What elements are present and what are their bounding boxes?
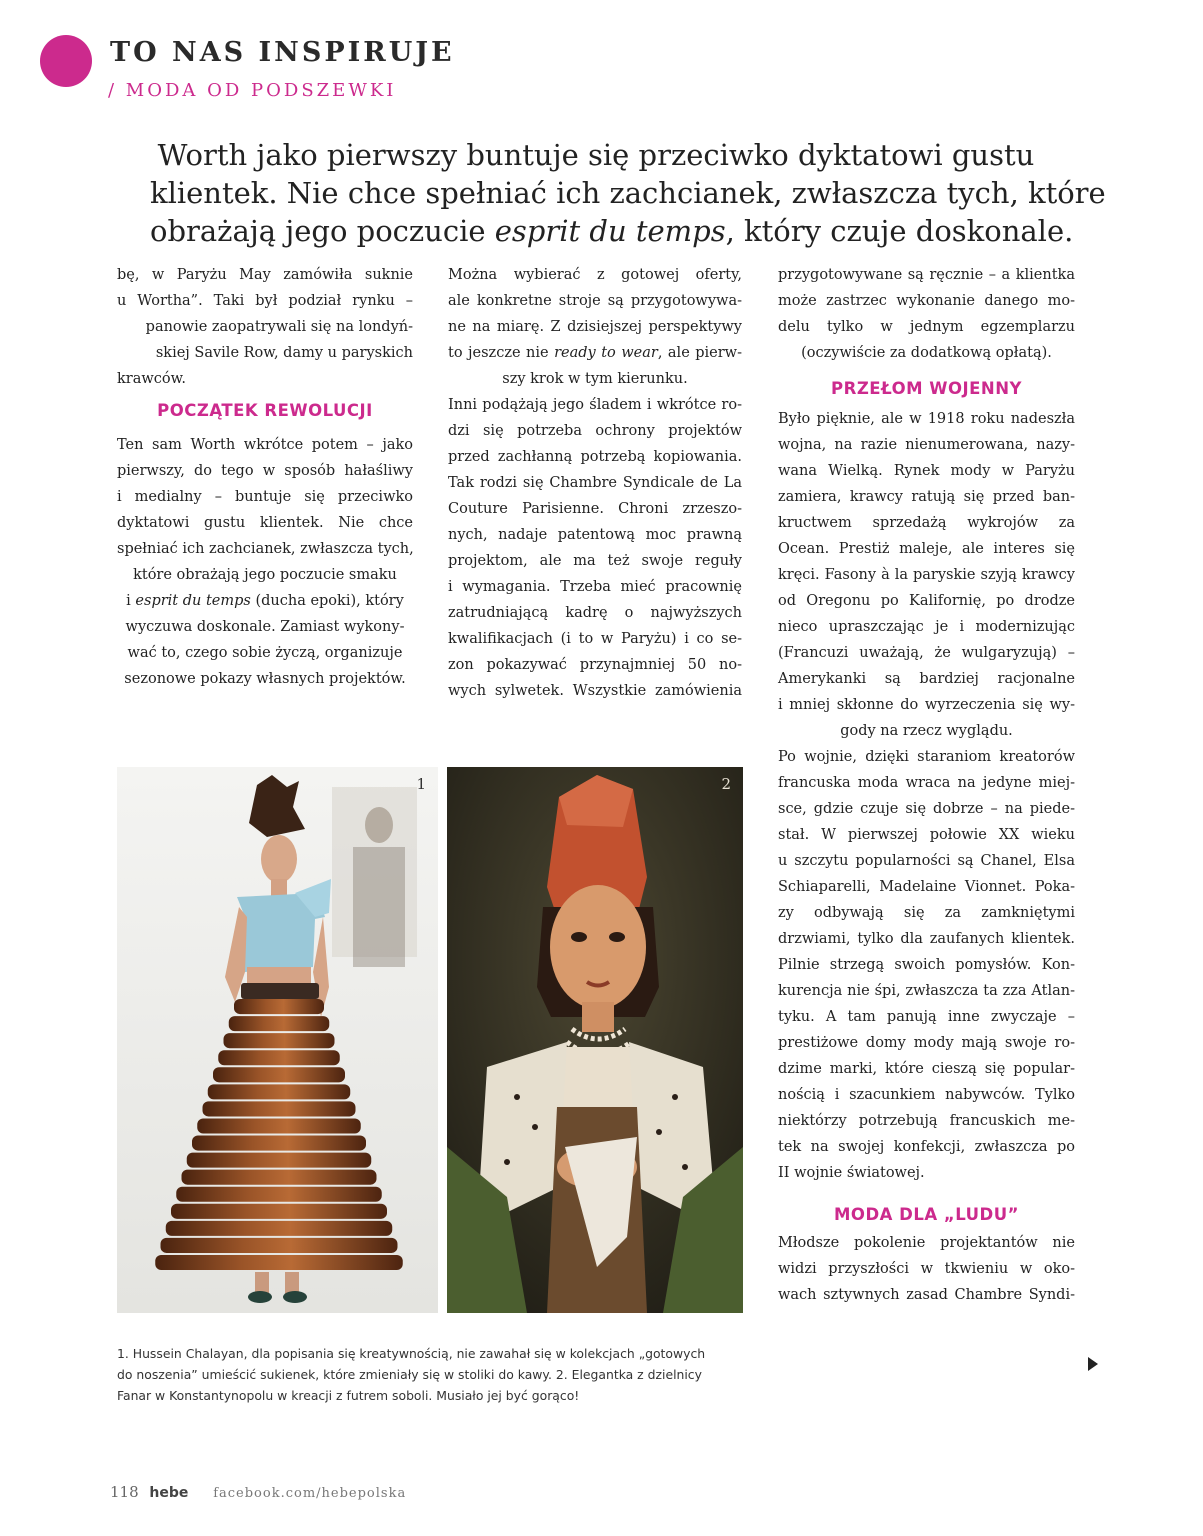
article-column-2 [448,262,742,704]
body-line: od Oregonu po Kalifornię, po drodze [778,593,1075,609]
body-line: niektórzy potrzebują francuskich me- [778,1113,1075,1129]
skirt-tier [213,1067,345,1082]
body-line: ne na miarę. Z dzisiejszej perspektywy [448,319,742,335]
skirt-tier [171,1204,387,1219]
caption-line: do noszenia” umieścić sukienek, które zmieniały się w stoliki do kawy. 2. Elegantka z dzielnicy [117,1367,702,1382]
skirt-tier [161,1238,398,1253]
body-line: nością i szacunkiem nabywców. Tylko [778,1087,1075,1103]
brand-logo: hebe [149,1485,189,1501]
skirt-tier [187,1153,372,1168]
body-line: przed zachłanną potrzebą kopiowania. [448,449,742,465]
body-line: tek na swojej konfekcji, zwłaszcza po [778,1139,1075,1155]
skirt-tier [203,1101,356,1116]
body-line: szy krok w tym kierunku. [502,371,688,387]
body-line: skiej Savile Row, damy u paryskich [155,345,413,361]
body-line: Schiaparelli, Madelaine Vionnet. Poka- [778,879,1075,895]
section-heading-poczatek: POCZĄTEK REWOLUCJI [157,401,373,420]
skirt-tier [224,1033,335,1048]
body-line: delu tylko w jednym egzemplarzu [778,319,1075,335]
body-line: sezonowe pokazy własnych projektów. [124,671,406,687]
photo-caption [117,1343,737,1406]
caption-line: Fanar w Konstantynopolu w kreacji z futrem soboli. Musiało jej być gorąco! [117,1388,580,1403]
body-line: przygotowywane są ręcznie – a klientka [778,267,1075,283]
heading-wrap [778,366,1075,406]
section-heading-przelom: PRZEŁOM WOJENNY [831,379,1022,398]
body-line: Couture Parisienne. Chroni zrzeszo- [448,501,742,517]
pull-quote-text: , który czuje doskonale. [725,214,1074,248]
body-line: kręci. Fasony à la paryskie szyją krawcy [778,567,1075,583]
runway-photo [117,767,438,1313]
body-line: i medialny – buntuje się przeciwko [117,489,413,505]
body-text: i [126,593,136,609]
body-line: zon pokazywać przynajmniej 50 no- [448,657,742,673]
body-line: wach sztywnych zasad Chambre Syndi- [778,1287,1075,1303]
body-line: dyktatowi gustu klientek. Nie chce [117,515,413,531]
heading-wrap [117,392,413,432]
body-text: (ducha epoki), który [250,593,404,609]
body-line: nieco upraszczając je i modernizując [778,619,1075,635]
body-line: Tak rodzi się Chambre Syndicale de La [448,475,742,491]
skirt-tier [182,1170,377,1185]
body-line: ale konkretne stroje są przygotowywa- [448,293,742,309]
body-line: widzi przyszłości w tkwieniu w oko- [778,1261,1075,1277]
pull-quote [150,136,1106,250]
skirt-tier [208,1084,351,1099]
body-line: dzime marki, które cieszą się popular- [778,1061,1075,1077]
body-line: (oczywiście za dodatkową opłatą). [801,345,1052,361]
body-line: stał. W pierwszej połowie XX wieku [778,827,1075,843]
body-line: tyku. A tam panują inne zwyczaje – [778,1009,1075,1025]
body-line: wych sylwetek. Wszystkie zamówienia [448,683,742,699]
body-line [117,588,413,614]
skirt-tier [155,1255,403,1270]
body-line: wyczuwa doskonale. Zamiast wykony- [125,619,405,635]
page-footer [110,1483,406,1501]
heading-wrap [778,1186,1075,1230]
pull-quote-line: klientek. Nie chce spełniać ich zachcianek, zwłaszcza tych, które [150,176,1106,210]
body-line: Ocean. Prestiż maleje, ale interes się [778,541,1075,557]
body-line: projektom, ale ma też swoje reguły [448,553,742,569]
body-line: krawców. [117,371,186,387]
body-line: Inni podążają jego śladem i wkrótce ro- [448,397,742,413]
body-line: u szczytu popularności są Chanel, Elsa [778,853,1075,869]
body-text: , ale pierw- [657,345,742,361]
section-title: TO NAS INSPIRUJE [110,37,455,68]
body-line: zatrudniającą kadrę o najwyższych [448,605,742,621]
body-line: wana Wielką. Rynek mody w Paryżu [778,463,1075,479]
body-line: pierwszy, do tego w sposób hałaśliwy [117,463,413,479]
article-column-1 [117,262,413,692]
body-line [448,340,742,366]
body-line: zamiera, krawcy ratują się przed ban- [778,489,1075,505]
body-line: i mniej skłonne do wyrzeczenia się wy- [778,697,1075,713]
body-line: kwalifikacjach (i to w Paryżu) i co se- [448,631,742,647]
pull-quote-line: Worth jako pierwszy buntuje się przeciwko dyktatowi gustu [157,138,1035,172]
pull-quote-line [150,212,1074,250]
caption-line: 1. Hussein Chalayan, dla popisania się kreatywnością, nie zawahał się w kolekcjach „gotowych [117,1346,706,1361]
body-italic: ready to wear [554,345,658,361]
pull-quote-text: obrażają jego poczucie [150,214,495,248]
body-line: Można wybierać z gotowej oferty, [448,267,742,283]
portrait-illustration [447,767,743,1313]
pull-quote-italic: esprit du temps [494,214,726,248]
runway-illustration [117,767,438,1313]
body-line: bę, w Paryżu May zamówiła suknie [117,267,413,283]
body-line: panowie zaopatrywali się na londyń- [145,319,413,335]
section-accent-dot [40,35,92,87]
portrait-painting [447,767,743,1313]
page-number: 118 [110,1483,139,1501]
body-line: Po wojnie, dzięki staraniom kreatorów [778,749,1075,765]
facebook-link[interactable]: facebook.com/hebepolska [213,1486,407,1501]
body-line: dzi się potrzeba ochrony projektów [448,423,742,439]
body-line: u Wortha”. Taki był podział rynku – [117,293,413,309]
skirt-tier [218,1050,340,1065]
body-line: Młodsze pokolenie projektantów nie [778,1235,1075,1251]
body-text: to jeszcze nie [448,345,555,361]
skirt-tier [197,1118,361,1133]
skirt-tier [192,1136,366,1151]
photo-number: 1 [416,775,426,793]
body-line: II wojnie światowej. [778,1165,925,1181]
article-column-3 [778,262,1075,1308]
body-line: kurencja nie śpi, zwłaszcza ta zza Atlan- [778,983,1075,999]
skirt-tier [176,1187,382,1202]
body-line: kructwem sprzedażą wykrojów za [778,515,1075,531]
body-line: wać to, czego sobie życzą, organizuje [127,645,403,661]
section-heading-moda-dla-ludu: MODA DLA „LUDU” [834,1205,1019,1224]
body-line: gody na rzecz wyglądu. [840,723,1013,739]
body-line: zy odbywają się za zamkniętymi [778,905,1075,921]
body-line: Pilnie strzegą swoich pomysłów. Kon- [778,957,1075,973]
continue-arrow-icon [1088,1357,1098,1371]
body-line: może zastrzec wykonanie danego mo- [778,293,1075,309]
body-line: Amerykanki są bardziej racjonalne [778,671,1075,687]
body-line: francuska moda wraca na jedyne miej- [778,775,1075,791]
body-line: nych, nadaje patentową moc prawną [448,527,742,543]
body-line: które obrażają jego poczucie smaku [133,567,397,583]
body-line: (Francuzi uważają, że wulgaryzują) – [778,645,1075,661]
skirt-tier [234,999,324,1014]
skirt-tier [166,1221,393,1236]
body-line: sce, gdzie czuje się dobrze – na piede- [778,801,1075,817]
body-line: Było pięknie, ale w 1918 roku nadeszła [778,411,1075,427]
body-italic: esprit du temps [135,593,251,609]
body-line: prestiżowe domy mody mają swoje ro- [778,1035,1075,1051]
body-line: Ten sam Worth wkrótce potem – jako [117,437,413,453]
skirt-tier [229,1016,330,1031]
body-line: spełniać ich zachcianek, zwłaszcza tych, [117,541,414,557]
body-line: drzwiami, tylko dla zaufanych klientek. [778,931,1075,947]
photo-number: 2 [721,775,731,793]
body-line: i wymagania. Trzeba mieć pracownię [448,579,742,595]
section-subtitle: / MODA OD PODSZEWKI [108,80,397,101]
body-line: wojna, na razie nienumerowana, nazy- [778,437,1075,453]
